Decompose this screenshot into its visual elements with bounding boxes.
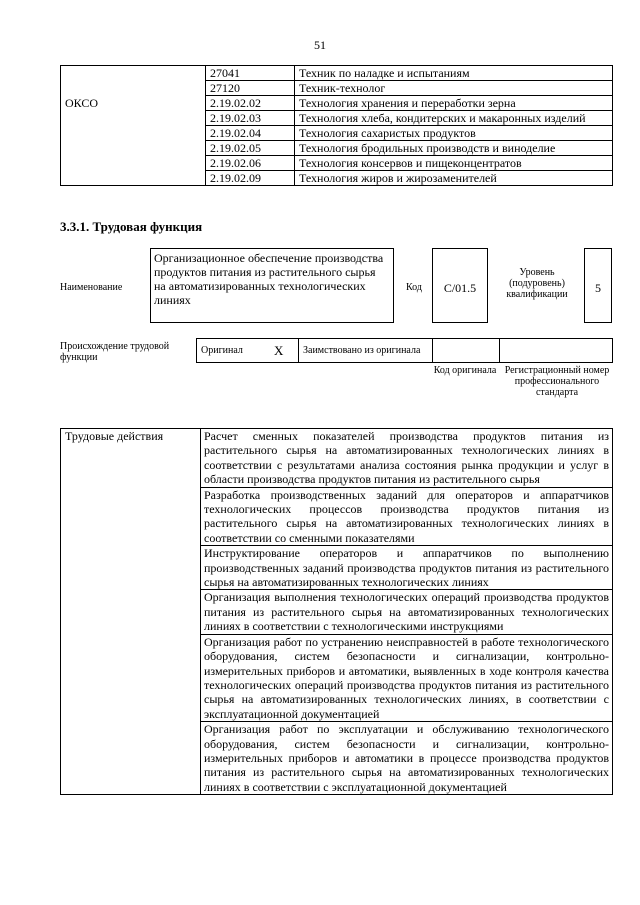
- okso-label-cell: [61, 171, 206, 186]
- page-number: 51: [314, 38, 326, 52]
- action-item: Организация выполнения технологических операций производства продуктов питания из растительного сырья на автоматизированных технологических линиях в соответствии с технологическими инструкциями: [201, 590, 613, 634]
- okso-code-cell: 2.19.02.06: [206, 156, 295, 171]
- okso-code-cell: 27120: [206, 81, 295, 96]
- okso-row: [61, 141, 613, 156]
- okso-row: [61, 156, 613, 171]
- section-title: 3.3.1. Трудовая функция: [60, 219, 203, 234]
- okso-code-cell: 2.19.02.03: [206, 111, 295, 126]
- actions-label: Трудовые действия: [61, 429, 201, 795]
- okso-table: [60, 65, 613, 186]
- okso-name-cell: Техник по наладке и испытаниям: [295, 66, 613, 81]
- okso-row: [61, 96, 613, 111]
- okso-row: [61, 66, 613, 81]
- name-label: Наименование: [60, 282, 123, 293]
- okso-code-cell: 2.19.02.05: [206, 141, 295, 156]
- origin-table: [196, 338, 613, 363]
- okso-name-cell: Технология хлеба, кондитерских и макаронных изделий: [295, 111, 613, 126]
- level-label: Уровень (подуровень) квалификации: [506, 267, 568, 300]
- okso-name-cell: Технология хранения и переработки зерна: [295, 96, 613, 111]
- okso-label-cell: ОКСО: [61, 96, 206, 111]
- code-original-cell: [433, 339, 500, 363]
- okso-row: [61, 81, 613, 96]
- okso-name-cell: Технология бродильных производств и виноделие: [295, 141, 613, 156]
- okso-name-cell: Техник-технолог: [295, 81, 613, 96]
- reg-number-cell: [500, 339, 613, 363]
- okso-code-cell: 2.19.02.04: [206, 126, 295, 141]
- okso-code-cell: 2.19.02.02: [206, 96, 295, 111]
- original-label: Оригинал: [197, 339, 271, 363]
- code-label: Код: [406, 282, 422, 293]
- code-original-caption: Код оригинала: [433, 365, 497, 376]
- original-mark: X: [270, 339, 299, 363]
- okso-label-cell: [61, 66, 206, 81]
- level-value-box: 5: [584, 248, 612, 323]
- okso-label-cell: [61, 156, 206, 171]
- action-item: Организация работ по эксплуатации и обслуживанию технологического оборудования, систем безопасности и сигнализации, контрольно-измерительных приборов и автоматики в процессе производства продуктов питания из растительного сырья на автоматизированных технологических линиях в соответствии с эксплуатационной документацией: [201, 722, 613, 795]
- action-item: Организация работ по устранению неисправностей в работе технологического оборудования, систем безопасности и сигнализации, контрольно-измерительных приборов и автоматики, выявленных в ходе контроля качества технологических операций производства продуктов питания из растительного сырья на автоматизированных технологических линиях, в соответствии с эксплуатационной документацией: [201, 634, 613, 721]
- action-row: [61, 429, 613, 488]
- borrowed-label: Заимствовано из оригинала: [299, 339, 433, 363]
- okso-row: [61, 126, 613, 141]
- okso-name-cell: Технология сахаристых продуктов: [295, 126, 613, 141]
- function-code-box: C/01.5: [432, 248, 488, 323]
- okso-row: [61, 111, 613, 126]
- function-name-box: Организационное обеспечение производства продуктов питания из растительного сырья на автоматизированных технологических линиях: [150, 248, 394, 323]
- okso-code-cell: 27041: [206, 66, 295, 81]
- action-item: Расчет сменных показателей производства продуктов питания из растительного сырья на автоматизированных технологических линиях в соответствии с результатами анализа состояния рынка продукции и услуг в области производства продуктов питания из растительного сырья: [201, 429, 613, 488]
- okso-code-cell: 2.19.02.09: [206, 171, 295, 186]
- okso-label-cell: [61, 111, 206, 126]
- action-item: Разработка производственных заданий для операторов и аппаратчиков технологических процессов производства продуктов питания из растительного сырья на автоматизированных технологических линиях в соответствии со сменными показателями: [201, 487, 613, 546]
- action-item: Инструктирование операторов и аппаратчиков по выполнению производственных заданий производства продуктов питания из растительного сырья на автоматизированных технологических линиях: [201, 546, 613, 590]
- okso-label-cell: [61, 126, 206, 141]
- okso-label-cell: [61, 81, 206, 96]
- okso-label-cell: [61, 141, 206, 156]
- okso-name-cell: Технология жиров и жирозаменителей: [295, 171, 613, 186]
- okso-row: [61, 171, 613, 186]
- origin-label: Происхождение трудовой функции: [60, 341, 170, 363]
- reg-number-caption: Регистрационный номер профессионального стандарта: [504, 365, 610, 398]
- okso-name-cell: Технология консервов и пищеконцентратов: [295, 156, 613, 171]
- labour-actions-table: [60, 428, 613, 795]
